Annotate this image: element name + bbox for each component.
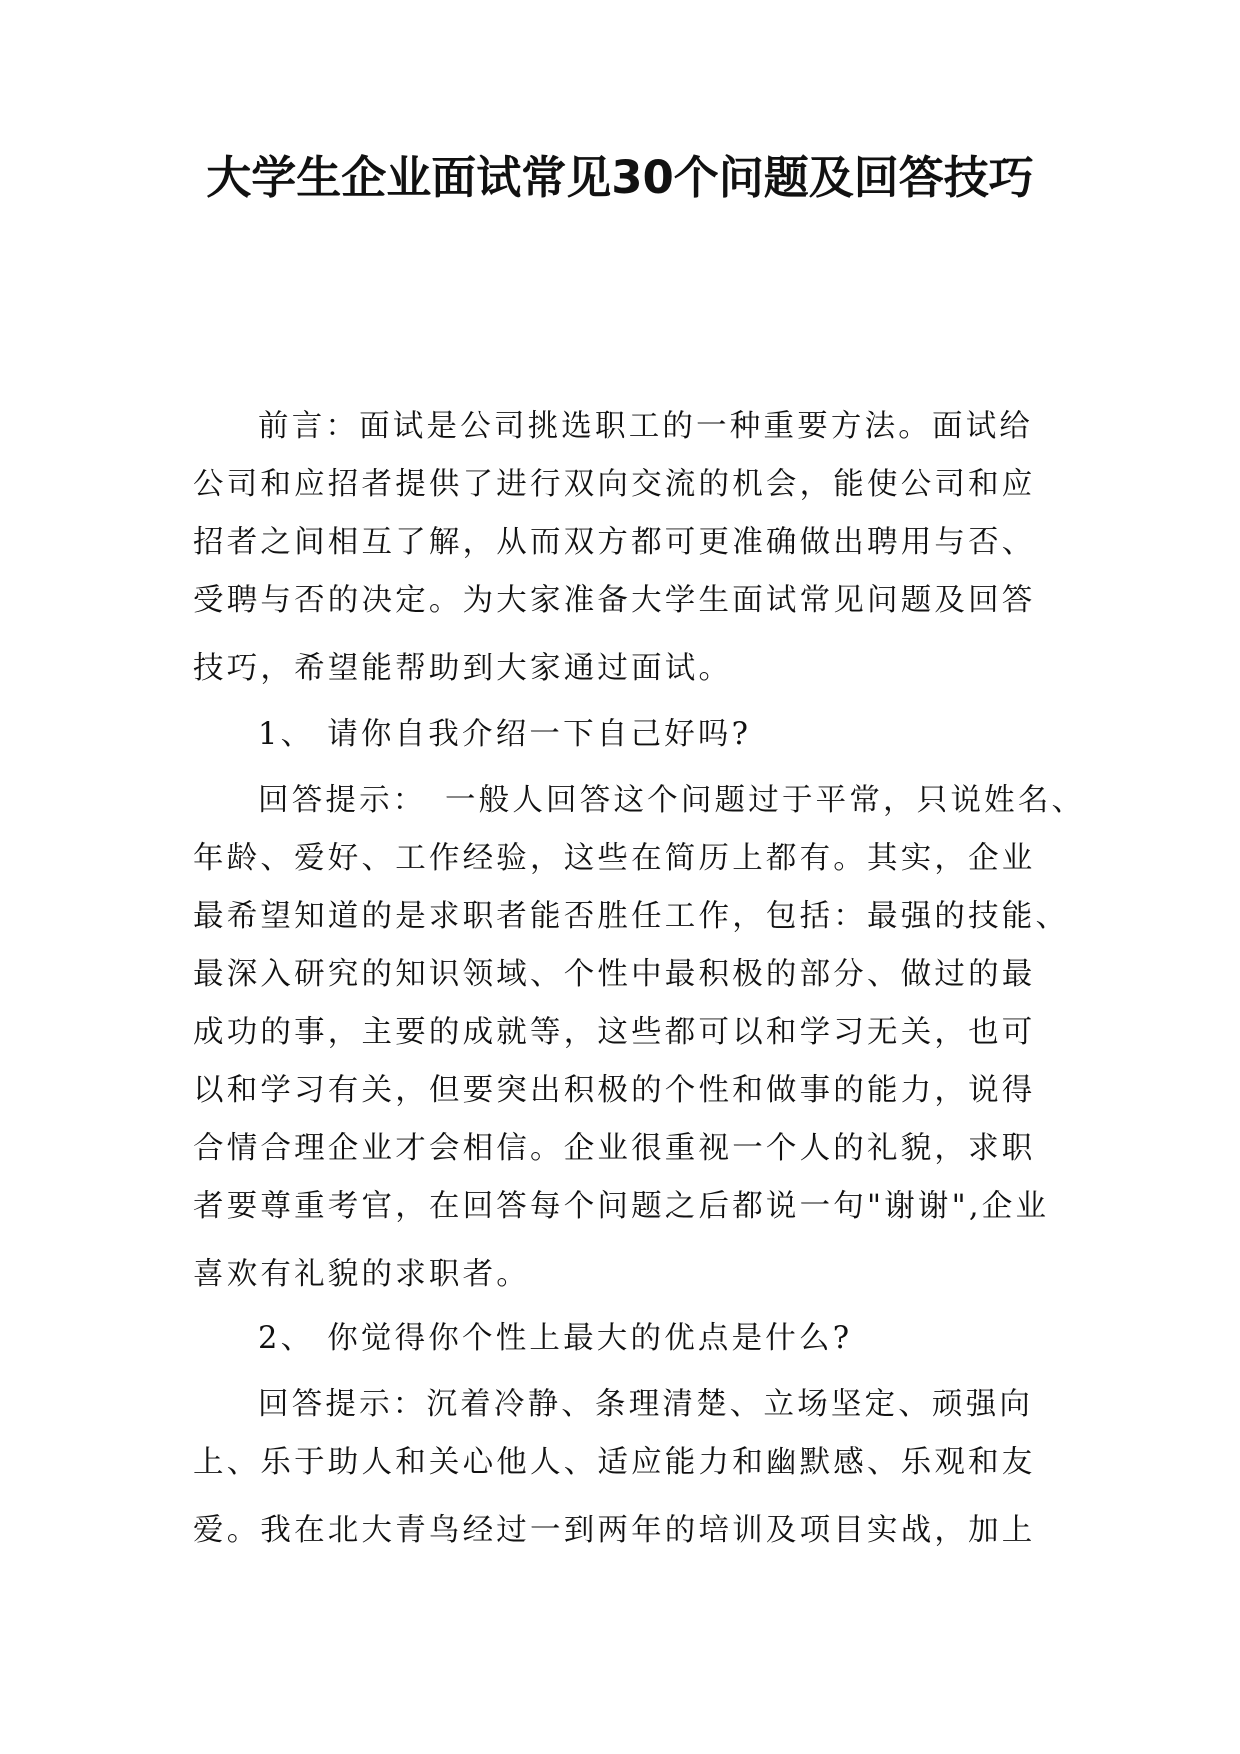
paragraph-line: 公司和应招者提供了进行双向交流的机会，能使公司和应 [193,467,1036,502]
paragraph-line: 受聘与否的决定。为大家准备大学生面试常见问题及回答 [193,583,1036,618]
paragraph-line: 合情合理企业才会相信。企业很重视一个人的礼貌，求职 [193,1131,1036,1166]
question-heading: 2、 你觉得你个性上最大的优点是什么? [258,1321,853,1356]
paragraph-line: 招者之间相互了解，从而双方都可更准确做出聘用与否、 [193,525,1036,560]
paragraph-line: 最希望知道的是求职者能否胜任工作，包括：最强的技能、 [193,899,1070,934]
paragraph-line: 者要尊重考官，在回答每个问题之后都说一句"谢谢",企业 [193,1189,1050,1224]
paragraph-line: 爱。我在北大青鸟经过一到两年的培训及项目实战，加上 [193,1513,1036,1548]
question-heading: 1、 请你自我介绍一下自己好吗? [258,717,752,752]
paragraph-line: 上、乐于助人和关心他人、适应能力和幽默感、乐观和友 [193,1445,1036,1480]
paragraph-line: 前言：面试是公司挑选职工的一种重要方法。面试给 [258,409,1034,444]
paragraph-line: 以和学习有关，但要突出积极的个性和做事的能力，说得 [193,1073,1036,1108]
paragraph-line: 年龄、爱好、工作经验，这些在简历上都有。其实，企业 [193,841,1036,876]
paragraph-line: 技巧，希望能帮助到大家通过面试。 [193,651,733,686]
paragraph-line: 回答提示： 一般人回答这个问题过于平常，只说姓名、 [258,783,1086,818]
paragraph-line: 成功的事，主要的成就等，这些都可以和学习无关，也可 [193,1015,1036,1050]
paragraph-line: 最深入研究的知识领域、个性中最积极的部分、做过的最 [193,957,1036,992]
document-title: 大学生企业面试常见30个问题及回答技巧 [206,151,1034,204]
paragraph-line: 回答提示：沉着冷静、条理清楚、立场坚定、顽强向 [258,1387,1034,1422]
paragraph-line: 喜欢有礼貌的求职者。 [193,1257,530,1292]
